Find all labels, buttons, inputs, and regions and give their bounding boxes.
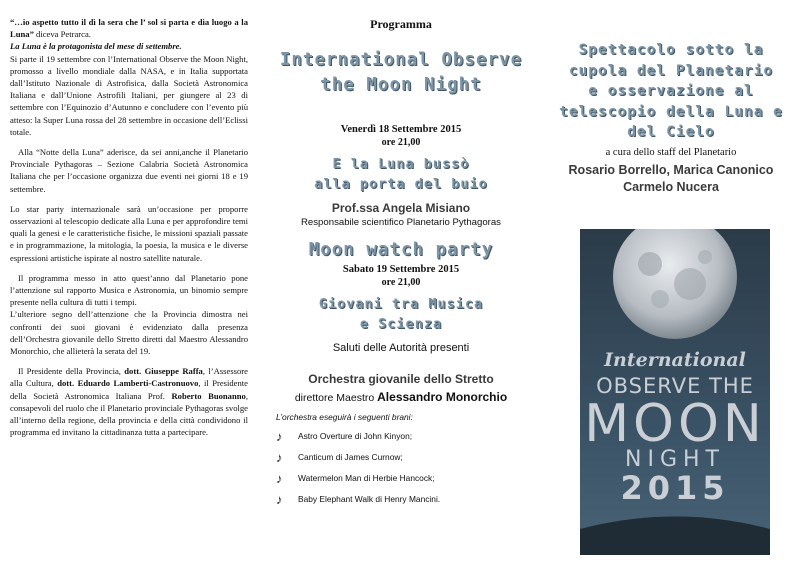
petrarca-quote: “…io aspetto tutto il dì la sera che l’ sol si parta e dia luogo a la Luna” (10, 17, 248, 40)
music-note-icon: ♪ (276, 492, 283, 507)
poster-line-3: MOON (584, 394, 766, 454)
authorities-text-a: Il Presidente della Provincia, (18, 366, 125, 377)
list-item (276, 468, 532, 489)
greetings: Saluti delle Autorità presenti (332, 342, 470, 354)
poster-line-2: OBSERVE THE (596, 374, 754, 398)
saturday-event-title (270, 294, 532, 334)
piece-title: Astro Overture di John Kinyon; (298, 431, 413, 441)
show-title-line: cupola del Planetario (568, 62, 774, 79)
director-prefix: direttore Maestro (294, 392, 378, 404)
poster-line-1: International (604, 349, 746, 371)
program-column (270, 0, 532, 566)
moon-watch-party-title: Moon watch party (308, 240, 494, 260)
show-title-line: telescopio della Luna e (559, 103, 783, 120)
friday-event-title (270, 154, 532, 194)
speaker-role: Responsabile scientifico Planetario Pythagoras (301, 217, 501, 228)
staff-names-line-1: Rosario Borrello, Marica Canonico (568, 162, 774, 177)
music-note-icon: ♪ (276, 450, 283, 465)
list-item (276, 447, 532, 468)
sai-president-name: Roberto Buonanno (171, 390, 246, 401)
event-title-line-2: the Moon Night (320, 75, 482, 95)
assessore-name: dott. Eduardo Lamberti-Castronuovo (57, 378, 199, 389)
event-title-line-1: International Observe (279, 50, 523, 70)
poster-line-4: NIGHT (625, 447, 725, 472)
list-item (276, 426, 532, 447)
show-title-line: Spettacolo sotto la (578, 42, 764, 58)
pieces-intro: L’orchestra eseguirà i seguenti brani: (276, 412, 413, 422)
show-title-line: e osservazione al (588, 83, 754, 99)
authorities-text-e: , consapevoli del ruolo che il Planetario provinciale Pythagoras svolge all’interno della regione, della provincia e della città condividono il programma ed invitano la cittadinanza tutta a partecipare. (10, 390, 248, 438)
friday-event-line-1: E la Luna bussò (332, 156, 470, 172)
date-friday: Venerdì 18 Settembre 2015 (340, 124, 462, 135)
month-headline: La Luna è la protagonista del mese di settembre. (10, 41, 182, 52)
authorities-text-c: , l’Assessore alla Cultura, (10, 366, 248, 389)
piece-title: Canticum di James Curnow; (298, 452, 403, 462)
program-heading: Programma (370, 17, 432, 31)
music-note-icon: ♪ (276, 429, 283, 444)
show-title (542, 40, 800, 143)
director-name: Alessandro Monorchio (377, 390, 508, 404)
show-title-line: del Cielo (627, 124, 715, 140)
poster-line-5: 2015 (620, 469, 730, 507)
saturday-event-line-2: e Scienza (359, 316, 443, 332)
saturday-event-line-1: Giovani tra Musica (318, 296, 484, 312)
staff-names-line-2: Carmelo Nucera (623, 179, 719, 194)
cover-column (542, 0, 800, 566)
authorities-paragraph (10, 365, 248, 438)
intro-body: Si parte il 19 settembre con l’International Observe the Moon Night, promosso a livello mondiale dalla NASA, e in Italia supportata dall’Istituto Nazionale di Astrofisica, dalla Società Astronomica Italiana e dall’Unione Astrofili Italiani, per giungere al 23 di settembre con l’Equinozio d’Autunno e concludere con l’evento più atteso: la Super Luna rossa del 28 settembre in occasione dell’Eclissi totale. (10, 53, 248, 137)
programma-paragraph (10, 272, 248, 357)
staff-credit: a cura dello staff del Planetario (605, 146, 737, 158)
event-title (270, 48, 532, 98)
director (270, 390, 532, 404)
authorities-text-d: , il Presidente della Società Astronomica Italiana Prof. (10, 378, 248, 401)
piece-title: Watermelon Man di Herbie Hancock; (298, 473, 435, 483)
list-item (276, 489, 532, 510)
quote-attribution: diceva Petrarca. (33, 29, 91, 40)
president-name: dott. Giuseppe Raffa (124, 366, 203, 377)
music-note-icon: ♪ (276, 471, 283, 486)
orchestra-name: Orchestra giovanile dello Stretto (308, 372, 494, 386)
horizon-shape (580, 517, 770, 556)
notte-luna-paragraph: Alla “Notte della Luna” aderisce, da sei anni,anche il Planetario Provinciale Pythagoras – Sezione Calabria Società Astronomica Italiana che per l’occasione organizza due eventi nei giorni 18 e 19 settembre. (10, 147, 248, 194)
staff-names (542, 162, 800, 196)
time-saturday: ore 21,00 (381, 277, 421, 288)
intro-column (0, 0, 262, 566)
speaker-name: Prof.ssa Angela Misiano (331, 201, 471, 215)
friday-event-line-2: alla porta del buio (314, 176, 488, 192)
date-saturday: Sabato 19 Settembre 2015 (342, 264, 460, 275)
music-astronomy-text: Il programma messo in atto quest’anno dal Planetario pone l’attenzione sul rapporto Musica e Astronomia, un binomio sempre presente nella cultura di tutti i tempi. (10, 272, 248, 308)
intro-paragraph (10, 16, 248, 138)
piece-title: Baby Elephant Walk di Henry Mancini. (298, 494, 441, 504)
orchestra-text: L’ulteriore segno dell’attenzione che la Provincia dimostra nei confronti dei suoi giovani è evidenziato dalla presenza dell’Orchestra giovanile dello Stretto diretti dal Maestro Alessandro Monorchio, che allieterà la serata del 19. (10, 309, 248, 357)
time-friday: ore 21,00 (381, 137, 421, 148)
star-party-paragraph: Lo star party internazionale sarà un’occasione per proporre osservazioni al telescopio dedicate alla Luna e per approfondire temi quali la genesi e le caratteristiche fisiche, le missioni spaziali passate e in programmazione, la mitologia, la poesia, la musica e le diverse espressioni artistiche ispirate al nostro satellite naturale. (10, 203, 248, 263)
pieces-list (270, 426, 532, 510)
event-poster (580, 229, 770, 555)
